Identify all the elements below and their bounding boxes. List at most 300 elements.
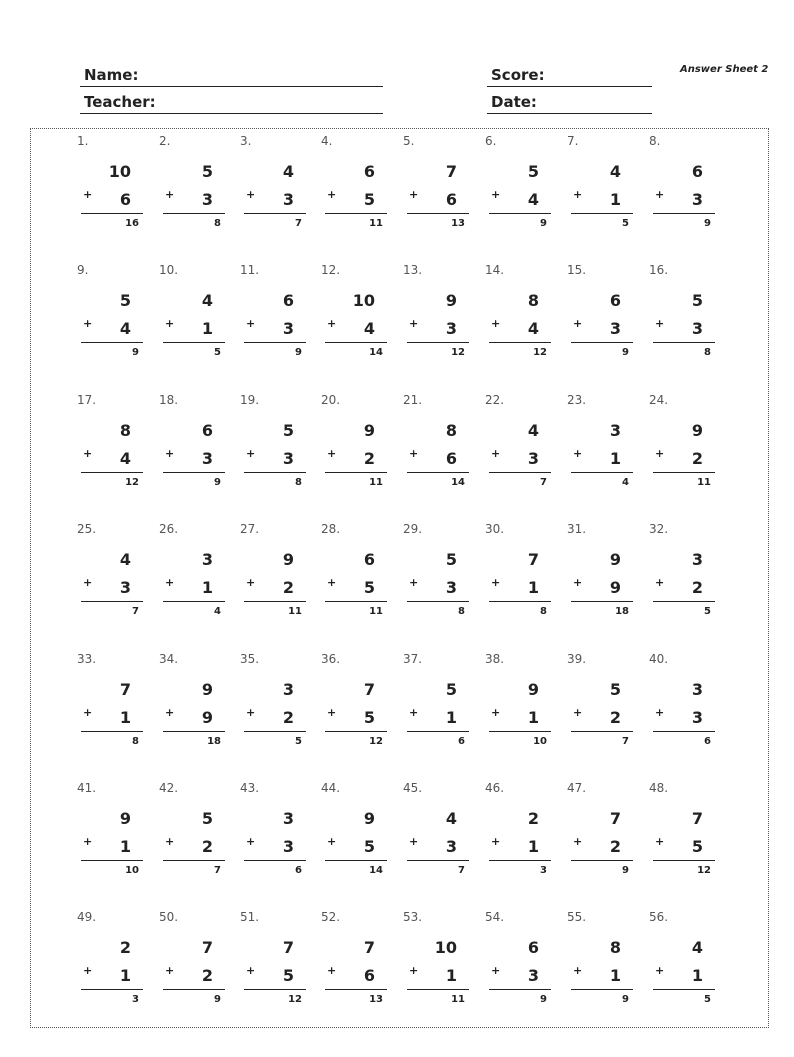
plus-sign: + [327, 706, 337, 719]
addend-top: 7 [691, 809, 703, 828]
addend-bottom: 4 [527, 319, 539, 338]
plus-sign: + [409, 706, 419, 719]
problem-item [159, 393, 225, 493]
sum-line [163, 731, 225, 732]
plus-sign: + [409, 317, 419, 330]
addend-top: 5 [201, 809, 213, 828]
answer-value: 16 [125, 218, 139, 229]
plus-sign: + [655, 317, 665, 330]
problem-number: 7. [567, 134, 579, 148]
plus-sign: + [327, 317, 337, 330]
addend-bottom: 6 [119, 190, 131, 209]
answer-value: 9 [214, 477, 221, 488]
addend-bottom: 3 [282, 449, 294, 468]
answer-value: 9 [622, 865, 629, 876]
problem-number: 19. [240, 393, 260, 407]
sum-line [81, 989, 143, 990]
addend-bottom: 2 [609, 708, 621, 727]
answer-value: 10 [125, 865, 139, 876]
answer-value: 6 [704, 736, 711, 747]
problem-number: 37. [403, 652, 423, 666]
problem-item [321, 134, 387, 234]
problem-item [77, 652, 143, 752]
plus-sign: + [491, 576, 501, 589]
problem-number: 29. [403, 522, 423, 536]
addend-top: 10 [434, 938, 457, 957]
problem-number: 23. [567, 393, 587, 407]
addend-bottom: 3 [609, 319, 621, 338]
addend-bottom: 1 [609, 966, 621, 985]
problem-item [485, 134, 551, 234]
problem-item [240, 522, 306, 622]
problem-item [485, 781, 551, 881]
plus-sign: + [573, 835, 583, 848]
problem-item [321, 393, 387, 493]
problem-item [567, 522, 633, 622]
addend-bottom: 5 [691, 837, 703, 856]
problem-number: 2. [159, 134, 171, 148]
answer-value: 8 [132, 736, 139, 747]
addend-bottom: 6 [363, 966, 375, 985]
plus-sign: + [246, 964, 256, 977]
answer-value: 10 [533, 736, 547, 747]
problem-number: 4. [321, 134, 333, 148]
addend-top: 9 [119, 809, 131, 828]
plus-sign: + [165, 706, 175, 719]
answer-value: 12 [369, 736, 383, 747]
problem-item [403, 522, 469, 622]
plus-sign: + [83, 188, 93, 201]
addend-bottom: 1 [119, 708, 131, 727]
plus-sign: + [491, 706, 501, 719]
answer-value: 8 [458, 606, 465, 617]
problem-number: 15. [567, 263, 587, 277]
answer-value: 8 [540, 606, 547, 617]
answer-value: 9 [214, 994, 221, 1005]
answer-value: 5 [704, 606, 711, 617]
problem-item [485, 652, 551, 752]
addend-top: 4 [691, 938, 703, 957]
problem-number: 18. [159, 393, 179, 407]
addend-top: 9 [201, 680, 213, 699]
problem-item [567, 781, 633, 881]
problem-number: 10. [159, 263, 179, 277]
score-field[interactable] [487, 86, 652, 87]
answer-value: 7 [295, 218, 302, 229]
addend-bottom: 1 [527, 708, 539, 727]
addend-top: 4 [201, 291, 213, 310]
sum-line [407, 731, 469, 732]
addend-bottom: 4 [527, 190, 539, 209]
addend-top: 4 [282, 162, 294, 181]
sum-line [653, 472, 715, 473]
problem-item [77, 134, 143, 234]
problem-item [403, 781, 469, 881]
problem-item [159, 134, 225, 234]
answer-value: 4 [214, 606, 221, 617]
problem-item [159, 781, 225, 881]
answer-value: 9 [132, 347, 139, 358]
answer-value: 9 [622, 347, 629, 358]
addend-bottom: 2 [363, 449, 375, 468]
answer-value: 9 [295, 347, 302, 358]
addend-bottom: 1 [445, 708, 457, 727]
teacher-field[interactable] [80, 113, 383, 114]
addend-bottom: 4 [363, 319, 375, 338]
plus-sign: + [655, 706, 665, 719]
date-label: Date: [491, 93, 537, 111]
answer-value: 8 [704, 347, 711, 358]
problem-number: 51. [240, 910, 260, 924]
addend-top: 4 [527, 421, 539, 440]
plus-sign: + [409, 188, 419, 201]
problem-item [321, 522, 387, 622]
problem-item [77, 393, 143, 493]
plus-sign: + [655, 576, 665, 589]
problem-item [485, 393, 551, 493]
plus-sign: + [409, 964, 419, 977]
plus-sign: + [165, 964, 175, 977]
problem-item [567, 910, 633, 1010]
plus-sign: + [83, 447, 93, 460]
answer-value: 11 [369, 477, 383, 488]
addend-top: 7 [119, 680, 131, 699]
sum-line [489, 213, 551, 214]
addend-top: 3 [282, 809, 294, 828]
addend-bottom: 5 [363, 708, 375, 727]
sum-line [571, 860, 633, 861]
problem-item [649, 263, 715, 363]
addend-bottom: 1 [527, 837, 539, 856]
addend-top: 7 [609, 809, 621, 828]
sum-line [653, 989, 715, 990]
addend-bottom: 2 [282, 578, 294, 597]
problem-number: 33. [77, 652, 97, 666]
problem-item [159, 522, 225, 622]
problem-item [321, 652, 387, 752]
sum-line [571, 731, 633, 732]
sum-line [653, 860, 715, 861]
problem-number: 8. [649, 134, 661, 148]
problem-number: 26. [159, 522, 179, 536]
sum-line [244, 342, 306, 343]
problem-number: 27. [240, 522, 260, 536]
sum-line [81, 472, 143, 473]
answer-value: 5 [214, 347, 221, 358]
addend-top: 9 [609, 550, 621, 569]
addend-bottom: 5 [363, 190, 375, 209]
plus-sign: + [83, 706, 93, 719]
answer-value: 3 [132, 994, 139, 1005]
problem-item [403, 652, 469, 752]
problem-number: 41. [77, 781, 97, 795]
addend-top: 3 [691, 550, 703, 569]
plus-sign: + [165, 576, 175, 589]
addend-bottom: 3 [119, 578, 131, 597]
problem-item [567, 393, 633, 493]
problem-number: 38. [485, 652, 505, 666]
addend-top: 5 [691, 291, 703, 310]
problem-number: 11. [240, 263, 260, 277]
sum-line [163, 989, 225, 990]
name-field[interactable] [80, 86, 383, 87]
problem-number: 3. [240, 134, 252, 148]
plus-sign: + [573, 447, 583, 460]
plus-sign: + [409, 576, 419, 589]
addend-top: 9 [363, 421, 375, 440]
addend-top: 5 [445, 550, 457, 569]
sum-line [653, 601, 715, 602]
problem-item [649, 522, 715, 622]
addend-bottom: 1 [609, 190, 621, 209]
addend-top: 3 [282, 680, 294, 699]
addend-bottom: 1 [201, 319, 213, 338]
addend-top: 6 [609, 291, 621, 310]
answer-value: 11 [451, 994, 465, 1005]
problem-item [77, 781, 143, 881]
answer-value: 7 [458, 865, 465, 876]
problem-number: 49. [77, 910, 97, 924]
sum-line [571, 213, 633, 214]
sum-line [407, 989, 469, 990]
answer-value: 12 [288, 994, 302, 1005]
problem-item [567, 134, 633, 234]
addend-bottom: 6 [445, 449, 457, 468]
addend-bottom: 3 [445, 319, 457, 338]
problem-item [240, 134, 306, 234]
plus-sign: + [165, 835, 175, 848]
addend-bottom: 1 [201, 578, 213, 597]
sum-line [653, 342, 715, 343]
addend-bottom: 3 [691, 708, 703, 727]
addend-top: 4 [609, 162, 621, 181]
problem-item [485, 263, 551, 363]
problem-number: 1. [77, 134, 89, 148]
addend-top: 7 [282, 938, 294, 957]
date-field[interactable] [487, 113, 652, 114]
addend-top: 7 [363, 680, 375, 699]
addend-top: 8 [119, 421, 131, 440]
plus-sign: + [655, 835, 665, 848]
addend-top: 4 [119, 550, 131, 569]
sum-line [489, 342, 551, 343]
answer-value: 13 [451, 218, 465, 229]
plus-sign: + [491, 447, 501, 460]
sum-line [407, 860, 469, 861]
addend-bottom: 9 [609, 578, 621, 597]
plus-sign: + [246, 317, 256, 330]
addend-bottom: 1 [119, 966, 131, 985]
sum-line [81, 731, 143, 732]
sum-line [325, 342, 387, 343]
problem-item [77, 522, 143, 622]
answer-value: 12 [125, 477, 139, 488]
sum-line [489, 601, 551, 602]
problem-item [240, 263, 306, 363]
plus-sign: + [165, 188, 175, 201]
sum-line [325, 989, 387, 990]
problem-item [159, 652, 225, 752]
answer-value: 18 [207, 736, 221, 747]
problem-number: 5. [403, 134, 415, 148]
problem-number: 36. [321, 652, 341, 666]
answer-value: 7 [214, 865, 221, 876]
plus-sign: + [491, 835, 501, 848]
plus-sign: + [573, 188, 583, 201]
addend-bottom: 5 [282, 966, 294, 985]
problem-item [403, 910, 469, 1010]
sum-line [244, 731, 306, 732]
answer-value: 11 [369, 218, 383, 229]
name-label: Name: [84, 66, 139, 84]
answer-value: 14 [451, 477, 465, 488]
plus-sign: + [246, 576, 256, 589]
problem-item [240, 781, 306, 881]
addend-bottom: 9 [201, 708, 213, 727]
sum-line [325, 601, 387, 602]
problem-item [159, 910, 225, 1010]
sum-line [653, 731, 715, 732]
answer-value: 8 [214, 218, 221, 229]
problem-item [403, 393, 469, 493]
sum-line [325, 860, 387, 861]
problem-number: 54. [485, 910, 505, 924]
addend-bottom: 3 [527, 449, 539, 468]
plus-sign: + [83, 835, 93, 848]
problem-number: 35. [240, 652, 260, 666]
problem-number: 17. [77, 393, 97, 407]
sum-line [163, 860, 225, 861]
addend-bottom: 3 [201, 449, 213, 468]
sum-line [163, 342, 225, 343]
problem-item [321, 910, 387, 1010]
problem-number: 24. [649, 393, 669, 407]
addend-bottom: 4 [119, 319, 131, 338]
plus-sign: + [246, 188, 256, 201]
addend-top: 7 [201, 938, 213, 957]
sum-line [407, 213, 469, 214]
sum-line [163, 213, 225, 214]
addend-top: 8 [445, 421, 457, 440]
problem-number: 47. [567, 781, 587, 795]
problem-item [77, 263, 143, 363]
addend-top: 7 [363, 938, 375, 957]
answer-value: 6 [295, 865, 302, 876]
answer-value: 5 [295, 736, 302, 747]
sum-line [653, 213, 715, 214]
answer-value: 9 [540, 218, 547, 229]
problem-number: 25. [77, 522, 97, 536]
problem-item [403, 263, 469, 363]
problem-number: 44. [321, 781, 341, 795]
answer-sheet-title: Answer Sheet 2 [680, 64, 769, 75]
addend-top: 6 [201, 421, 213, 440]
plus-sign: + [491, 188, 501, 201]
addend-bottom: 2 [691, 578, 703, 597]
problem-number: 40. [649, 652, 669, 666]
addend-bottom: 2 [609, 837, 621, 856]
problem-item [321, 263, 387, 363]
plus-sign: + [246, 835, 256, 848]
problem-number: 43. [240, 781, 260, 795]
addend-bottom: 2 [691, 449, 703, 468]
sum-line [244, 213, 306, 214]
addend-top: 2 [527, 809, 539, 828]
problem-number: 46. [485, 781, 505, 795]
addend-top: 5 [282, 421, 294, 440]
addend-top: 5 [201, 162, 213, 181]
answer-value: 13 [369, 994, 383, 1005]
problem-number: 21. [403, 393, 423, 407]
addend-top: 9 [691, 421, 703, 440]
addend-bottom: 5 [363, 837, 375, 856]
plus-sign: + [165, 317, 175, 330]
problem-number: 13. [403, 263, 423, 277]
problem-item [649, 652, 715, 752]
problem-number: 6. [485, 134, 497, 148]
problem-number: 56. [649, 910, 669, 924]
addend-top: 5 [119, 291, 131, 310]
sum-line [489, 860, 551, 861]
answer-value: 9 [540, 994, 547, 1005]
sum-line [325, 472, 387, 473]
plus-sign: + [327, 576, 337, 589]
addend-top: 5 [609, 680, 621, 699]
problem-item [159, 263, 225, 363]
sum-line [407, 472, 469, 473]
addend-top: 2 [119, 938, 131, 957]
sum-line [244, 601, 306, 602]
answer-value: 6 [458, 736, 465, 747]
addend-bottom: 3 [445, 578, 457, 597]
problem-item [240, 910, 306, 1010]
addend-bottom: 3 [527, 966, 539, 985]
answer-value: 14 [369, 865, 383, 876]
problem-number: 50. [159, 910, 179, 924]
addend-bottom: 2 [282, 708, 294, 727]
addend-top: 4 [445, 809, 457, 828]
addend-bottom: 3 [201, 190, 213, 209]
addend-top: 9 [445, 291, 457, 310]
problem-item [77, 910, 143, 1010]
plus-sign: + [83, 964, 93, 977]
addend-top: 10 [352, 291, 375, 310]
addend-bottom: 1 [445, 966, 457, 985]
problem-number: 55. [567, 910, 587, 924]
addend-bottom: 1 [119, 837, 131, 856]
problem-number: 53. [403, 910, 423, 924]
addend-top: 3 [691, 680, 703, 699]
answer-value: 11 [697, 477, 711, 488]
sum-line [81, 342, 143, 343]
addend-bottom: 3 [691, 319, 703, 338]
problem-number: 42. [159, 781, 179, 795]
addend-top: 3 [201, 550, 213, 569]
problem-item [567, 652, 633, 752]
problem-number: 31. [567, 522, 587, 536]
plus-sign: + [573, 706, 583, 719]
plus-sign: + [409, 447, 419, 460]
teacher-label: Teacher: [84, 93, 156, 111]
plus-sign: + [655, 447, 665, 460]
problem-item [649, 910, 715, 1010]
problem-item [649, 393, 715, 493]
problem-number: 45. [403, 781, 423, 795]
answer-value: 11 [369, 606, 383, 617]
problem-item [567, 263, 633, 363]
plus-sign: + [246, 706, 256, 719]
problem-number: 9. [77, 263, 89, 277]
